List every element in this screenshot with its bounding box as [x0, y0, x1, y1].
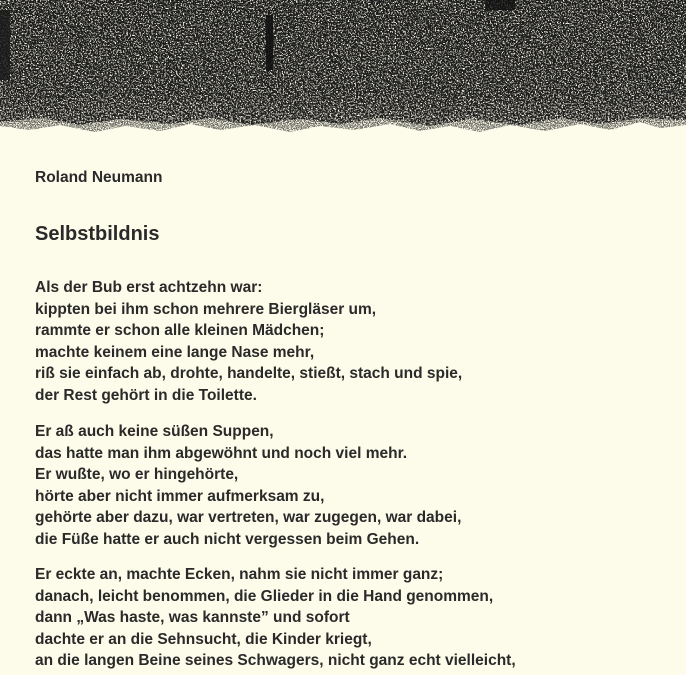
stanza-2 — [35, 421, 461, 551]
poem-line: die Füße hatte er auch nicht vergessen beim Gehen. — [35, 530, 420, 548]
poem-line: dachte er an die Sehnsucht, die Kinder kriegt, — [35, 630, 372, 648]
poem-line: das hatte man ihm abgewöhnt und noch viel mehr. — [35, 444, 408, 462]
poem-title: Selbstbildnis — [35, 223, 160, 245]
poem-line: Er eckte an, machte Ecken, nahm sie nicht immer ganz; — [35, 566, 444, 583]
poem-line: danach, leicht benommen, die Glieder in die Hand genommen, — [35, 587, 494, 605]
poem-page — [35, 168, 675, 670]
poem-line: dann „Was haste, was kannste” und sofort — [35, 609, 350, 627]
poem-line: Als der Bub erst achtzehn war: — [35, 279, 263, 296]
poem-line: an die langen Beine seines Schwagers, nicht ganz echt vielleicht, — [35, 652, 516, 670]
stanza-1 — [35, 277, 462, 407]
poem-line: der Rest gehört in die Toilette. — [35, 386, 257, 404]
poem-line: riß sie einfach ab, drohte, handelte, stießt, stach und spie, — [35, 365, 463, 383]
poem-line: machte keinem eine lange Nase mehr, — [35, 343, 315, 361]
author-name: Roland Neumann — [35, 169, 163, 186]
poem-line: Er aß auch keine süßen Suppen, — [35, 423, 274, 440]
poem-line: gehörte aber dazu, war vertreten, war zugegen, war dabei, — [35, 509, 462, 527]
stanza-3 — [35, 564, 516, 672]
poem-line: hörte aber nicht immer aufmerksam zu, — [35, 487, 325, 505]
poem-line: kippten bei ihm schon mehrere Biergläser um, — [35, 300, 377, 318]
poem-line: rammte er schon alle kleinen Mädchen; — [35, 322, 325, 340]
header-texture-image — [0, 0, 686, 140]
poem-line: Er wußte, wo er hingehörte, — [35, 466, 239, 484]
